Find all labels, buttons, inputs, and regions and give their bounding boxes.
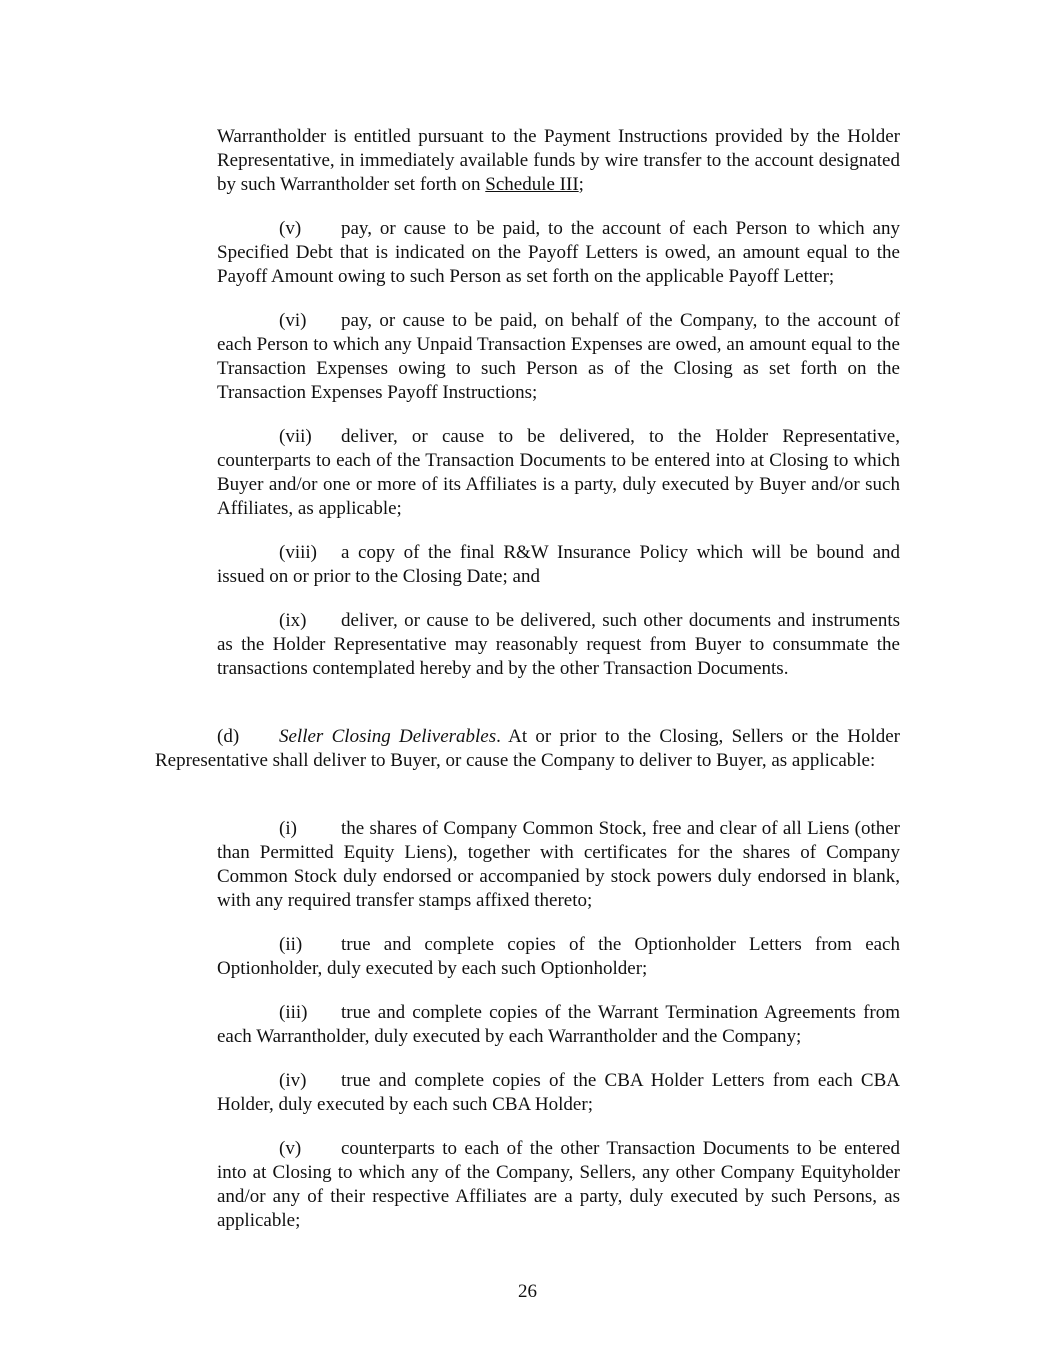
paragraph-text: ; <box>578 174 584 195</box>
clause-number: (v) <box>279 1138 302 1159</box>
clause-text: deliver, or cause to be delivered, such other documents and instruments as the Holder Representative may reasonably request from Buyer to consummate the transactions contemplated hereby and by the other Transaction Documents. <box>217 610 900 679</box>
paragraph-text: Warrantholder is entitled pursuant to the Payment Instructions provided by the Holder Representative, in immediately available funds by wire transfer to the account designated by such Warrantholder set forth on <box>217 126 900 195</box>
continuation-paragraph <box>217 125 900 197</box>
clause-number: (vii) <box>279 426 312 447</box>
clause-number: (iv) <box>279 1070 307 1091</box>
clause-d-iii <box>217 1001 900 1049</box>
clause-number: (vi) <box>279 310 307 331</box>
clause-d-i <box>217 817 900 913</box>
clause-text: deliver, or cause to be delivered, to the Holder Representative, counterparts to each of the Transaction Documents to be entered into at Closing to which Buyer and/or one or more of its Affiliates is a party, duly executed by Buyer and/or such Affiliates, as applicable; <box>217 426 900 519</box>
clause-number: (viii) <box>279 542 317 563</box>
clause-d-v <box>217 1137 900 1233</box>
page-number: 26 <box>518 1281 537 1302</box>
section-text: . At or prior to the Closing, Sellers or the Holder Representative shall deliver to Buyer, or cause the Company to deliver to Buyer, as applicable: <box>155 726 900 771</box>
clause-text: the shares of Company Common Stock, free and clear of all Liens (other than Permitted Equity Liens), together with certificates for the shares of Company Common Stock duly endorsed or accompanied by stock powers duly endorsed in blank, with any required transfer stamps affixed thereto; <box>217 818 900 911</box>
clause-text: true and complete copies of the CBA Holder Letters from each CBA Holder, duly executed by each such CBA Holder; <box>217 1070 900 1115</box>
clause-text: counterparts to each of the other Transaction Documents to be entered into at Closing to which any of the Company, Sellers, any other Company Equityholder and/or any of their respective Affiliates are a party, duly executed by such Persons, as applicable; <box>217 1138 900 1231</box>
clause-c-ix <box>217 609 900 681</box>
clause-number: (i) <box>279 818 297 839</box>
clause-number: (ii) <box>279 934 303 955</box>
section-heading: Seller Closing Deliverables <box>279 726 497 747</box>
clause-number: (ix) <box>279 610 307 631</box>
schedule-reference: Schedule III <box>485 174 579 195</box>
clause-c-vi <box>217 309 900 405</box>
clause-text: a copy of the final R&W Insurance Policy which will be bound and issued on or prior to the Closing Date; and <box>217 542 900 587</box>
section-number: (d) <box>217 726 240 747</box>
clause-c-v <box>217 217 900 289</box>
clause-text: pay, or cause to be paid, to the account of each Person to which any Specified Debt that is indicated on the Payoff Letters is owed, an amount equal to the Payoff Amount owing to such Person as set forth on the applicable Payoff Letter; <box>217 218 900 287</box>
clause-text: pay, or cause to be paid, on behalf of the Company, to the account of each Person to which any Unpaid Transaction Expenses are owed, an amount equal to the Transaction Expenses owing to such Person as of the Closing as set forth on the Transaction Expenses Payoff Instructions; <box>217 310 900 403</box>
clause-c-viii <box>217 541 900 589</box>
clause-number: (iii) <box>279 1002 308 1023</box>
clause-number: (v) <box>279 218 302 239</box>
clause-d-iv <box>217 1069 900 1117</box>
clause-d-ii <box>217 933 900 981</box>
clause-text: true and complete copies of the Warrant Termination Agreements from each Warrantholder, duly executed by each Warrantholder and the Company; <box>217 1002 900 1047</box>
clause-text: true and complete copies of the Optionholder Letters from each Optionholder, duly executed by each such Optionholder; <box>217 934 900 979</box>
clause-c-vii <box>217 425 900 521</box>
section-d <box>155 725 900 773</box>
